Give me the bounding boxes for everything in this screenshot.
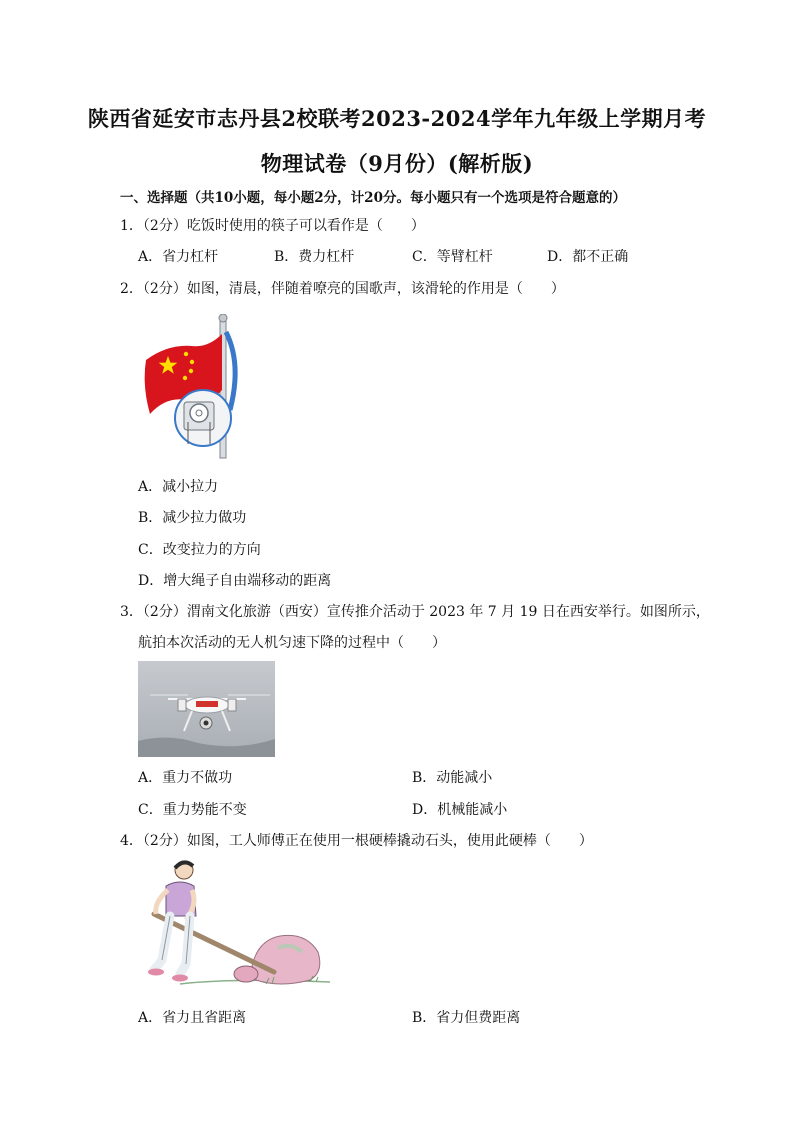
question-2-option-d[interactable]: D．增大绳子自由端移动的距离	[138, 573, 332, 589]
question-1-option-a[interactable]: A．省力杠杆	[138, 249, 219, 265]
motor	[228, 699, 236, 711]
question-3-option-a[interactable]: A．重力不做功	[138, 770, 233, 786]
question-3-stem-line1: 3．（2分）渭南文化旅游（西安）宣传推介活动于 2023 年 7 月 19 日在西安举行。如图所示，	[120, 604, 710, 620]
worker-shoe	[148, 969, 164, 976]
question-1-option-c[interactable]: C．等臂杠杆	[412, 249, 493, 265]
small-star	[190, 360, 194, 364]
question-2-stem: 2．（2分）如图，清晨，伴随着嘹亮的国歌声，该滑轮的作用是（ ）	[120, 281, 565, 297]
question-1-stem: 1．（2分）吃饭时使用的筷子可以看作是（ ）	[120, 218, 425, 234]
question-3-option-d[interactable]: D．机械能减小	[412, 802, 508, 818]
question-4-option-a[interactable]: A．省力且省距离	[138, 1010, 247, 1026]
rope-arc	[226, 332, 235, 410]
exam-title-line2: 物理试卷（9月份）(解析版)	[260, 151, 534, 176]
question-4-option-b[interactable]: B．省力但费距离	[412, 1010, 521, 1026]
question-2-option-b[interactable]: B．减少拉力做功	[138, 510, 247, 526]
camera-lens	[204, 721, 209, 726]
pole-top	[219, 314, 227, 322]
small-star	[184, 352, 188, 356]
question-3-option-c[interactable]: C．重力势能不变	[138, 802, 247, 818]
small-star	[189, 369, 193, 373]
pulley-wheel	[190, 404, 208, 422]
fulcrum-stone	[234, 966, 258, 982]
small-star	[183, 376, 187, 380]
worker-lever-figure	[140, 856, 336, 998]
worker-shoe	[172, 975, 188, 982]
question-2-option-c[interactable]: C．改变拉力的方向	[138, 542, 261, 558]
drone-photo	[138, 661, 275, 757]
question-1-option-d[interactable]: D．都不正确	[547, 249, 629, 265]
exam-title-line1: 陕西省延安市志丹县2校联考2023-2024学年九年级上学期月考	[87, 106, 707, 131]
question-3-option-b[interactable]: B．动能减小	[412, 770, 493, 786]
question-4-stem: 4．（2分）如图，工人师傅正在使用一根硬棒撬动石头，使用此硬棒（ ）	[120, 833, 593, 849]
large-rock	[252, 935, 320, 984]
drone-stripe	[196, 701, 218, 707]
question-1-option-b[interactable]: B．费力杠杆	[274, 249, 355, 265]
motor	[178, 699, 186, 711]
worker-leg	[154, 916, 170, 970]
flag-pulley-figure	[138, 314, 238, 460]
question-2-option-a[interactable]: A．减小拉力	[138, 479, 219, 495]
question-3-stem-line2: 航拍本次活动的无人机匀速下降的过程中（ ）	[138, 635, 446, 651]
section-heading: 一、选择题（共10小题，每小题2分，计20分。每小题只有一个选项是符合题意的）	[120, 190, 626, 206]
